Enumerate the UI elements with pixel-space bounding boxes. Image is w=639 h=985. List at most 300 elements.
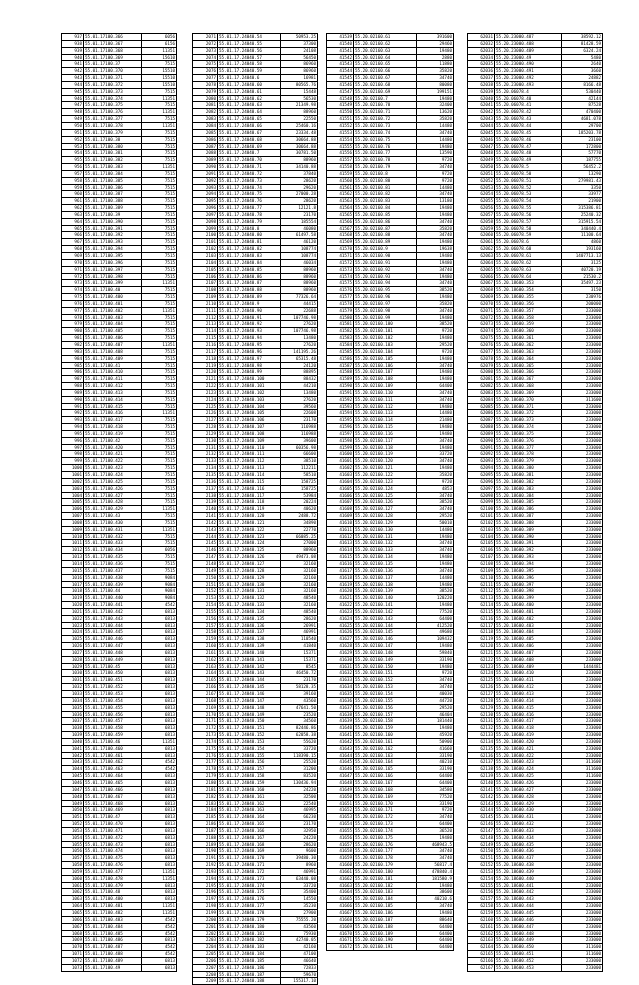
row-number: 41640	[327, 725, 354, 732]
amount: 64400	[417, 944, 454, 951]
table-row	[327, 95, 454, 102]
row-number: 1006	[62, 506, 84, 513]
row-number: 966	[62, 232, 84, 239]
account-code: 55.01.17.24040.177	[218, 903, 281, 910]
row-number: 41630	[327, 656, 354, 663]
amount: 7515	[142, 259, 177, 266]
amount: 233000	[562, 629, 603, 636]
account-code: 55.01.17100.401	[84, 300, 142, 307]
table-row	[327, 752, 454, 759]
account-code: 55.20.02160.139	[354, 588, 417, 595]
table-row	[193, 732, 318, 739]
row-number: 2159	[193, 636, 218, 643]
table-row	[468, 513, 603, 520]
amount: 20224	[281, 499, 318, 506]
table-row	[62, 485, 177, 492]
amount: 233000	[562, 738, 603, 745]
amount: 233000	[562, 602, 603, 609]
account-code: 55.20.02160.115	[354, 424, 417, 431]
table-row	[327, 821, 454, 828]
account-code: 55.20.06078.42	[495, 109, 562, 116]
amount: 33190	[417, 752, 454, 759]
table-row	[468, 602, 603, 609]
account-code: 55.01.17100.384	[84, 170, 142, 177]
row-number: 2139	[193, 499, 218, 506]
account-code: 55.01.17.24040.176	[218, 896, 281, 903]
account-code: 55.01.17.24040.111	[218, 451, 281, 458]
table-row	[468, 40, 603, 47]
row-number: 2149	[193, 567, 218, 574]
row-number: 62153	[468, 868, 495, 875]
account-code: 55.01.17100.456	[84, 711, 142, 718]
row-number: 41616	[327, 560, 354, 567]
amount: 46120	[281, 239, 318, 246]
row-number: 41629	[327, 649, 354, 656]
row-number: 2175	[193, 745, 218, 752]
table-row	[62, 506, 177, 513]
account-code: 55.01.17100.452	[84, 684, 142, 691]
account-code: 55.20.18600.401	[495, 608, 562, 615]
amount: 8960	[281, 862, 318, 869]
table-row	[327, 711, 454, 718]
row-number: 2090	[193, 164, 218, 171]
table-row	[62, 513, 177, 520]
account-code: 55.01.17100.388	[84, 198, 142, 205]
table-row	[327, 355, 454, 362]
amount: 44415	[281, 300, 318, 307]
account-code: 55.01.17100.435	[84, 554, 142, 561]
amount: 11351	[142, 868, 177, 875]
table-row	[468, 807, 603, 814]
account-code: 55.01.17.24040.175	[218, 889, 281, 896]
table-row	[327, 930, 454, 937]
amount: 233000	[562, 389, 603, 396]
account-code: 55.20.18600.410	[495, 670, 562, 677]
amount: 23170	[281, 677, 318, 684]
row-number: 62099	[468, 499, 495, 506]
table-row	[327, 636, 454, 643]
table-row	[327, 300, 454, 307]
row-number: 62085	[468, 403, 495, 410]
row-number: 41662	[327, 875, 354, 882]
amount: 6813	[142, 964, 177, 971]
row-number: 1025	[62, 636, 84, 643]
amount: 11351	[142, 526, 177, 533]
table-row	[468, 95, 603, 102]
amount: 66085.25	[281, 533, 318, 540]
amount: 233000	[562, 670, 603, 677]
table-row	[193, 499, 318, 506]
account-code: 55.20.02160.124	[354, 485, 417, 492]
row-number: 62112	[468, 588, 495, 595]
row-number: 2180	[193, 779, 218, 786]
row-number: 62071	[468, 307, 495, 314]
table-row	[468, 430, 603, 437]
row-number: 980	[62, 328, 84, 335]
row-number: 1026	[62, 643, 84, 650]
amount: 45920	[417, 732, 454, 739]
amount: 315915.54	[562, 218, 603, 225]
account-code: 55.20.18600.437	[495, 855, 562, 862]
account-code: 55.20.02160.96	[354, 294, 417, 301]
amount: 7515	[142, 444, 177, 451]
account-code: 55.20.02160.72	[354, 116, 417, 123]
amount: 38520	[417, 321, 454, 328]
table-row	[62, 841, 177, 848]
amount: 11351	[142, 122, 177, 129]
row-number: 62064	[468, 259, 495, 266]
table-row	[327, 239, 454, 246]
amount: 233000	[562, 896, 603, 903]
row-number: 41570	[327, 246, 354, 253]
table-row	[193, 369, 318, 376]
table-row	[468, 773, 603, 780]
table-row	[62, 170, 177, 177]
table-row	[62, 499, 177, 506]
row-number: 62104	[468, 533, 495, 540]
account-code: 55.01.17.24040.122	[218, 526, 281, 533]
account-code: 55.01.17.24040.83	[218, 253, 281, 260]
account-code: 55.01.17100.469	[84, 807, 142, 814]
row-number: 62070	[468, 300, 495, 307]
table-row	[468, 533, 603, 540]
table-row	[327, 109, 454, 116]
row-number: 41666	[327, 903, 354, 910]
row-number: 1035	[62, 704, 84, 711]
row-number: 62063	[468, 253, 495, 260]
account-code: 55.01.17100.37	[84, 61, 142, 68]
row-number: 62145	[468, 814, 495, 821]
table-row	[468, 54, 603, 61]
row-number: 2080	[193, 95, 218, 102]
amount: 23520	[281, 711, 318, 718]
row-number: 1034	[62, 697, 84, 704]
table-row	[193, 458, 318, 465]
account-code: 55.20.02160.121	[354, 465, 417, 472]
row-number: 988	[62, 383, 84, 390]
table-row	[62, 122, 177, 129]
amount: 35820	[417, 472, 454, 479]
account-code: 55.20.02160.117	[354, 437, 417, 444]
amount: 27000.28	[281, 191, 318, 198]
account-code: 55.01.17100.457	[84, 718, 142, 725]
amount: 43560	[281, 697, 318, 704]
row-number: 2099	[193, 225, 218, 232]
row-number: 41664	[327, 889, 354, 896]
amount: 7515	[142, 170, 177, 177]
table-row	[62, 608, 177, 615]
row-number: 41593	[327, 403, 354, 410]
account-code: 55.20.02160.141	[354, 602, 417, 609]
account-code: 55.20.02160.80	[354, 177, 417, 184]
amount: 46034	[281, 259, 318, 266]
account-code: 55.01.17.24040.97	[218, 355, 281, 362]
row-number: 968	[62, 246, 84, 253]
account-code: 55.01.17.24040.139	[218, 643, 281, 650]
account-code: 55.20.02160.148	[354, 649, 417, 656]
row-number: 2110	[193, 300, 218, 307]
row-number: 2172	[193, 725, 218, 732]
table-row	[468, 656, 603, 663]
account-code: 55.20.18600.427	[495, 786, 562, 793]
table-row	[193, 608, 318, 615]
table-row	[62, 68, 177, 75]
table-row	[468, 88, 603, 95]
row-number: 987	[62, 376, 84, 383]
table-row	[62, 314, 177, 321]
account-code: 55.01.17100.463	[84, 766, 142, 773]
account-code: 55.01.17100.448	[84, 649, 142, 656]
account-code: 55.01.17.24040.138	[218, 636, 281, 643]
account-code: 55.20.02160.107	[354, 369, 417, 376]
table-row	[193, 766, 318, 773]
row-number: 2208	[193, 971, 218, 978]
amount: 6813	[142, 848, 177, 855]
table-row	[193, 88, 318, 95]
row-number: 41631	[327, 663, 354, 670]
row-number: 62137	[468, 759, 495, 766]
table-row	[327, 116, 454, 123]
row-number: 2124	[193, 396, 218, 403]
table-row	[327, 800, 454, 807]
row-number: 1043	[62, 759, 84, 766]
table-row	[193, 889, 318, 896]
amount: 1444481	[562, 663, 603, 670]
amount: 7515	[142, 499, 177, 506]
account-code: 55.20.02160.146	[354, 636, 417, 643]
table-row	[327, 54, 454, 61]
row-number: 62132	[468, 725, 495, 732]
table-row	[62, 246, 177, 253]
amount: 185203.78	[562, 129, 603, 136]
table-row	[193, 341, 318, 348]
amount: 19480	[417, 663, 454, 670]
account-code: 55.01.17100.446	[84, 636, 142, 643]
table-row	[62, 656, 177, 663]
table-row	[193, 136, 318, 143]
account-code: 55.01.17100.466	[84, 786, 142, 793]
account-code: 55.20.02160.166	[354, 773, 417, 780]
table-row	[468, 458, 603, 465]
row-number: 41617	[327, 567, 354, 574]
account-code: 55.01.17100.478	[84, 875, 142, 882]
row-number: 2183	[193, 800, 218, 807]
amount: 7515	[142, 383, 177, 390]
row-number: 969	[62, 253, 84, 260]
account-code: 55.20.18600.419	[495, 732, 562, 739]
account-code: 55.20.02160.104	[354, 348, 417, 355]
row-number: 41634	[327, 684, 354, 691]
table-row	[193, 663, 318, 670]
table-row	[62, 458, 177, 465]
table-row	[327, 588, 454, 595]
amount: 11351	[142, 95, 177, 102]
row-number: 2184	[193, 807, 218, 814]
row-number: 62049	[468, 157, 495, 164]
table-row	[193, 287, 318, 294]
table-row	[327, 896, 454, 903]
row-number: 41608	[327, 506, 354, 513]
row-number: 995	[62, 430, 84, 437]
account-code: 55.20.18600.439	[495, 868, 562, 875]
account-code: 55.20.18600.444	[495, 903, 562, 910]
table-row	[327, 472, 454, 479]
row-number: 1013	[62, 554, 84, 561]
table-row	[468, 834, 603, 841]
account-code: 55.20.06078.60	[495, 246, 562, 253]
account-code: 55.01.17.24040.112	[218, 458, 281, 465]
amount: 19480	[417, 403, 454, 410]
table-row	[468, 47, 603, 54]
row-number: 41585	[327, 348, 354, 355]
amount: 181580.9	[417, 875, 454, 882]
row-number: 41638	[327, 711, 354, 718]
table-row	[62, 738, 177, 745]
account-code: 55.01.17.24040.105	[218, 410, 281, 417]
table-row	[327, 937, 454, 944]
amount: 6813	[142, 732, 177, 739]
row-number: 1015	[62, 567, 84, 574]
row-number: 41672	[327, 944, 354, 951]
row-number: 62043	[468, 116, 495, 123]
row-number: 971	[62, 266, 84, 273]
row-number: 62092	[468, 451, 495, 458]
table-row	[327, 793, 454, 800]
amount: 25460.16	[281, 122, 318, 129]
table-row	[327, 656, 454, 663]
row-number: 62096	[468, 478, 495, 485]
amount: 233000	[562, 889, 603, 896]
amount: 2488.72	[281, 513, 318, 520]
row-number: 2095	[193, 198, 218, 205]
row-number: 41569	[327, 239, 354, 246]
table-row	[62, 75, 177, 82]
amount: 35820	[417, 116, 454, 123]
amount: 193160	[562, 246, 603, 253]
account-code: 55.20.02160.164	[354, 759, 417, 766]
row-number: 977	[62, 307, 84, 314]
row-number: 41574	[327, 273, 354, 280]
amount: 82446.86	[281, 725, 318, 732]
account-code: 55.01.17.24040.171	[218, 862, 281, 869]
row-number: 1055	[62, 841, 84, 848]
row-number: 2114	[193, 328, 218, 335]
account-code: 55.01.17100.481	[84, 903, 142, 910]
account-code: 55.20.02160.188	[354, 923, 417, 930]
row-number: 41539	[327, 34, 354, 41]
table-row	[62, 47, 177, 54]
table-row	[62, 465, 177, 472]
table-row	[193, 218, 318, 225]
table-row	[62, 40, 177, 47]
row-number: 2102	[193, 246, 218, 253]
account-code: 55.20.02160.136	[354, 567, 417, 574]
table-row	[327, 684, 454, 691]
row-number: 1067	[62, 923, 84, 930]
account-code: 55.01.17.24040.119	[218, 506, 281, 513]
amount: 34740	[417, 814, 454, 821]
account-code: 55.01.17.24040.93	[218, 328, 281, 335]
row-number: 62056	[468, 205, 495, 212]
account-code: 55.01.17100.455	[84, 704, 142, 711]
amount: 34740	[417, 266, 454, 273]
amount: 11351	[142, 280, 177, 287]
table-row	[468, 766, 603, 773]
account-code: 55.20.02160.134	[354, 554, 417, 561]
amount: 19480	[417, 376, 454, 383]
account-code: 55.01.17.24040.182	[218, 937, 281, 944]
row-number: 62034	[468, 54, 495, 61]
table-row	[468, 341, 603, 348]
row-number: 62057	[468, 211, 495, 218]
account-code: 55.01.17.24040.77	[218, 205, 281, 212]
amount: 233000	[562, 492, 603, 499]
row-number: 62124	[468, 670, 495, 677]
table-row	[327, 663, 454, 670]
amount: 81428.59	[562, 40, 603, 47]
amount: 30781.50	[281, 150, 318, 157]
row-number: 62159	[468, 910, 495, 917]
amount: 13480	[281, 389, 318, 396]
amount: 468943.5	[417, 841, 454, 848]
amount: 233000	[562, 506, 603, 513]
amount: 233000	[562, 807, 603, 814]
account-code: 55.01.17100.403	[84, 314, 142, 321]
amount: 57770	[562, 150, 603, 157]
row-number: 1054	[62, 834, 84, 841]
account-code: 55.20.02160.81	[354, 184, 417, 191]
table-row	[193, 581, 318, 588]
amount: 7515	[142, 157, 177, 164]
account-code: 55.01.17.24040.69	[218, 143, 281, 150]
table-row	[193, 670, 318, 677]
table-row	[62, 957, 177, 964]
row-number: 1005	[62, 499, 84, 506]
table-row	[468, 34, 603, 41]
table-row	[468, 478, 603, 485]
amount: 6813	[142, 773, 177, 780]
account-code: 55.01.17.24040.8	[218, 225, 281, 232]
row-number: 41611	[327, 526, 354, 533]
amount: 19480	[417, 533, 454, 540]
table-row	[327, 383, 454, 390]
row-number: 41603	[327, 472, 354, 479]
table-row	[62, 389, 177, 396]
account-code: 55.20.18600.435	[495, 841, 562, 848]
table-row	[62, 362, 177, 369]
row-number: 41619	[327, 581, 354, 588]
account-code: 55.01.17100.447	[84, 643, 142, 650]
account-code: 55.20.02160.171	[354, 807, 417, 814]
table-row	[327, 506, 454, 513]
table-row	[193, 656, 318, 663]
amount: 24108	[281, 47, 318, 54]
table-row	[327, 184, 454, 191]
table-row	[327, 403, 454, 410]
amount: 34740	[417, 677, 454, 684]
account-code: 55.20.18600.434	[495, 834, 562, 841]
amount: 15610	[142, 54, 177, 61]
account-code: 55.20.02160.152	[354, 677, 417, 684]
table-row	[193, 800, 318, 807]
row-number: 62109	[468, 567, 495, 574]
table-row	[62, 643, 177, 650]
row-number: 62106	[468, 547, 495, 554]
table-row	[62, 472, 177, 479]
amount: 7515	[142, 519, 177, 526]
table-row	[62, 814, 177, 821]
table-row	[193, 944, 318, 951]
